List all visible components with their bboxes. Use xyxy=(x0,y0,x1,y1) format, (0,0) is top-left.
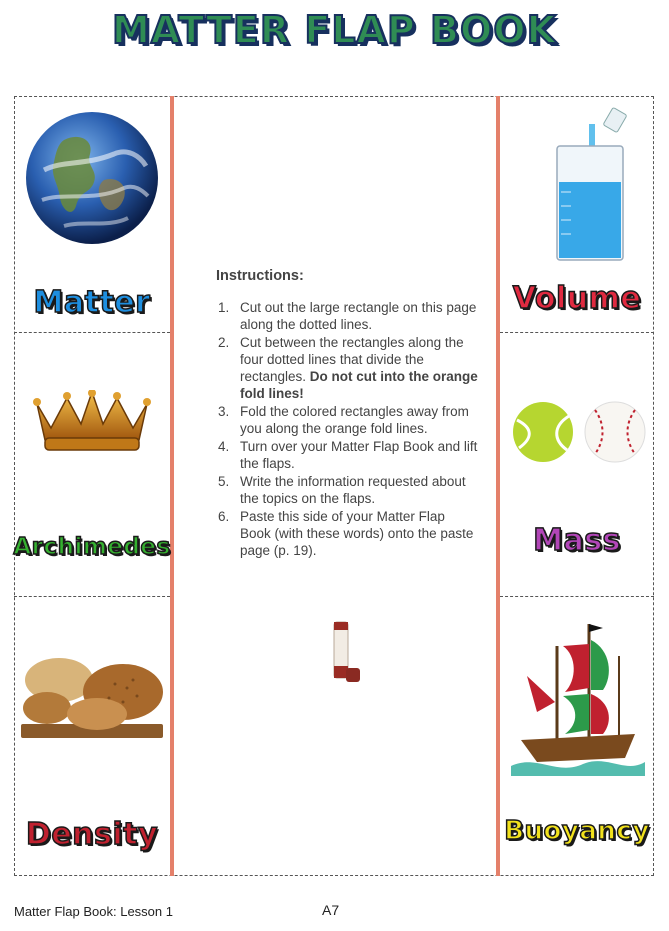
crown-icon xyxy=(27,390,157,454)
earth-icon xyxy=(24,110,160,246)
flap-buoyancy xyxy=(502,616,652,846)
flap-matter xyxy=(16,110,168,320)
divider-line xyxy=(500,332,654,333)
fold-line-left xyxy=(170,96,174,876)
flap-label-density: Density xyxy=(25,817,159,852)
flap-volume xyxy=(502,106,652,316)
instruction-step: 6. Paste this side of your Matter Flap Book (with these words) onto the paste page (p. 19). xyxy=(218,509,474,558)
flap-label-archimedes: Archimedes xyxy=(13,534,171,560)
divider-line xyxy=(14,596,170,597)
flap-label-buoyancy: Buoyancy xyxy=(504,816,650,846)
instruction-step: 2. Cut between the rectangles along the four dotted lines that divide the rectangles. Do not cut into the orange fold lines! xyxy=(218,335,478,401)
instruction-step: 1. Cut out the large rectangle on this page along the dotted lines. xyxy=(218,300,477,332)
ship-icon xyxy=(507,616,647,776)
footer-lesson: Matter Flap Book: Lesson 1 xyxy=(14,904,173,919)
instruction-step: 5. Write the information requested about the topics on the flaps. xyxy=(218,474,466,506)
flap-density xyxy=(16,652,168,852)
flap-label-volume: Volume xyxy=(512,281,642,316)
flap-label-mass: Mass xyxy=(533,523,621,558)
flap-mass xyxy=(502,398,652,558)
footer-page-number: A7 xyxy=(322,902,340,918)
bread-icon xyxy=(19,652,165,744)
fold-line-right xyxy=(496,96,500,876)
divider-line xyxy=(500,596,654,597)
instructions-block xyxy=(216,268,478,560)
divider-line xyxy=(14,332,170,333)
flap-label-matter: Matter xyxy=(33,285,151,320)
instruction-step: 4. Turn over your Matter Flap Book and lift the flaps. xyxy=(218,439,478,471)
instruction-step: 3. Fold the colored rectangles away from you along the orange fold lines. xyxy=(218,404,469,436)
glue-stick-icon xyxy=(328,618,364,686)
balls-icon xyxy=(507,398,647,466)
flap-archimedes xyxy=(13,390,171,560)
beaker-icon xyxy=(527,106,627,266)
page-title: MATTER FLAP BOOK xyxy=(111,8,558,52)
instructions-heading: Instructions: xyxy=(216,268,304,284)
